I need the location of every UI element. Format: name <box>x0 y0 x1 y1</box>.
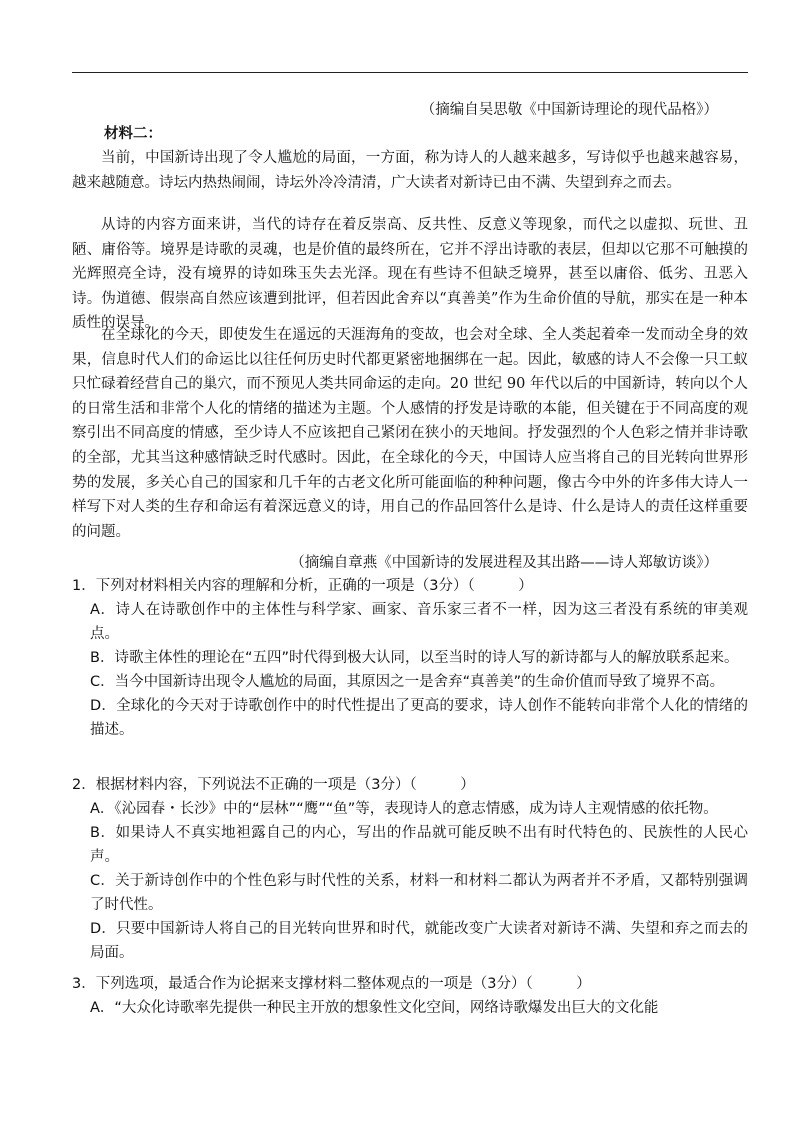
paragraph-text: 在全球化的今天，即使发生在遥远的天涯海角的变故，也会对全球、全人类起着牵一发而动全身的效果，信息时代人们的命运比以往任何历史时代都更紧密地捆绑在一起。因此，敏感的诗人不会像一只工蚁只忙碌着经营自己的巢穴，而不预见人类共同命运的走向。20 世纪 90 年代以后的中国新诗，转向以个人的日常生活和非常个人化的情绪的描述为主题。个人感情的抒发是诗歌的本能，但关键在于不同高度的观察引出不同高度的情感，至少诗人不应该把自己紧闭在狭小的天地间。抒发强烈的个人色彩之情并非诗歌的全部，尤其当这种感情缺乏时代感时。因此，在全球化的今天，中国诗人应当将自己的目光转向世界形势的发展，多关心自己的国家和几千年的古老文化所可能面临的种种问题，像古今中外的许多伟大诗人一样写下对人类的生存和命运有着深远意义的诗，用自己的作品回答什么是诗、什么是诗人的责任这样重要的问题。 <box>72 327 748 540</box>
option-d: D．只要中国新诗人将自己的目光转向世界和时代，就能改变广大读者对新诗不满、失望和弃之而去的局面。 <box>90 921 748 961</box>
paragraph-text: 当前，中国新诗出现了令人尴尬的局面，一方面，称为诗人的人越来越多，写诗似乎也越来越容易，越来越随意。诗坛内热热闹闹，诗坛外冷冷清清，广大读者对新诗已由不满、失望到弃之而去。 <box>72 150 748 191</box>
material-2-title: 材料二： <box>104 125 162 142</box>
question-stem: 1．下列对材料相关内容的理解和分析，正确的一项是（3分）（ ） <box>72 578 533 594</box>
source-citation-2: （摘编自章燕《中国新诗的发展进程及其出路——诗人郑敏访谈》） <box>290 555 718 571</box>
question-2 <box>72 773 748 965</box>
source-citation-1: （摘编自吴思敬《中国新诗理论的现代品格》） <box>420 102 718 118</box>
paragraph-1 <box>72 146 748 195</box>
question-1 <box>72 574 748 742</box>
question-stem: 2．根据材料内容，下列说法不正确的一项是（3分）（ ） <box>72 777 475 793</box>
paragraph-3 <box>72 323 748 544</box>
option-a: A．诗人在诗歌创作中的主体性与科学家、画家、音乐家三者不一样，因为这三者没有系统的审美观点。 <box>90 602 748 642</box>
paragraph-2 <box>72 213 748 336</box>
option-a: A．《沁园春・长沙》中的“层林”“鹰”“鱼”等，表现诗人的意志情感，成为诗人主观情感的依托物。 <box>90 801 718 817</box>
option-a: A．“大众化诗歌率先提供一种民主开放的想象性文化空间，网络诗歌爆发出巨大的文化能 <box>90 1000 659 1016</box>
header-rule <box>72 72 748 73</box>
option-b: B．诗歌主体性的理论在“五四”时代得到极大认同，以至当时的诗人写的新诗都与人的解放联系起来。 <box>90 650 739 666</box>
option-c: C．关于新诗创作中的个性色彩与时代性的关系，材料一和材料二都认为两者并不矛盾，又都特别强调了时代性。 <box>90 873 748 913</box>
option-b: B．如果诗人不真实地袒露自己的内心，写出的作品就可能反映不出有时代特色的、民族性的人民心声。 <box>90 825 748 865</box>
paragraph-text: 从诗的内容方面来讲，当代的诗存在着反崇高、反共性、反意义等现象，而代之以虚拟、玩世、丑陋、庸俗等。境界是诗歌的灵魂，也是价值的最终所在，它并不浮出诗歌的表层，但却以它那不可触摸的光辉照亮全诗，没有境界的诗如珠玉失去光泽。现在有些诗不但缺乏境界，甚至以庸俗、低劣、丑恶入诗。伪道德、假崇高自然应该遭到批评，但若因此舍弃以“真善美”作为生命价值的导航，那实在是一种本质性的误导。 <box>72 217 748 332</box>
option-c: C．当今中国新诗出现令人尴尬的局面，其原因之一是舍弃“真善美”的生命价值而导致了境界不高。 <box>90 674 725 690</box>
question-3 <box>72 972 748 1020</box>
option-d: D．全球化的今天对于诗歌创作中的时代性提出了更高的要求，诗人创作不能转向非常个人化的情绪的描述。 <box>90 698 748 738</box>
question-stem: 3．下列选项，最适合作为论据来支撑材料二整体观点的一项是（3分）（ ） <box>72 976 591 992</box>
